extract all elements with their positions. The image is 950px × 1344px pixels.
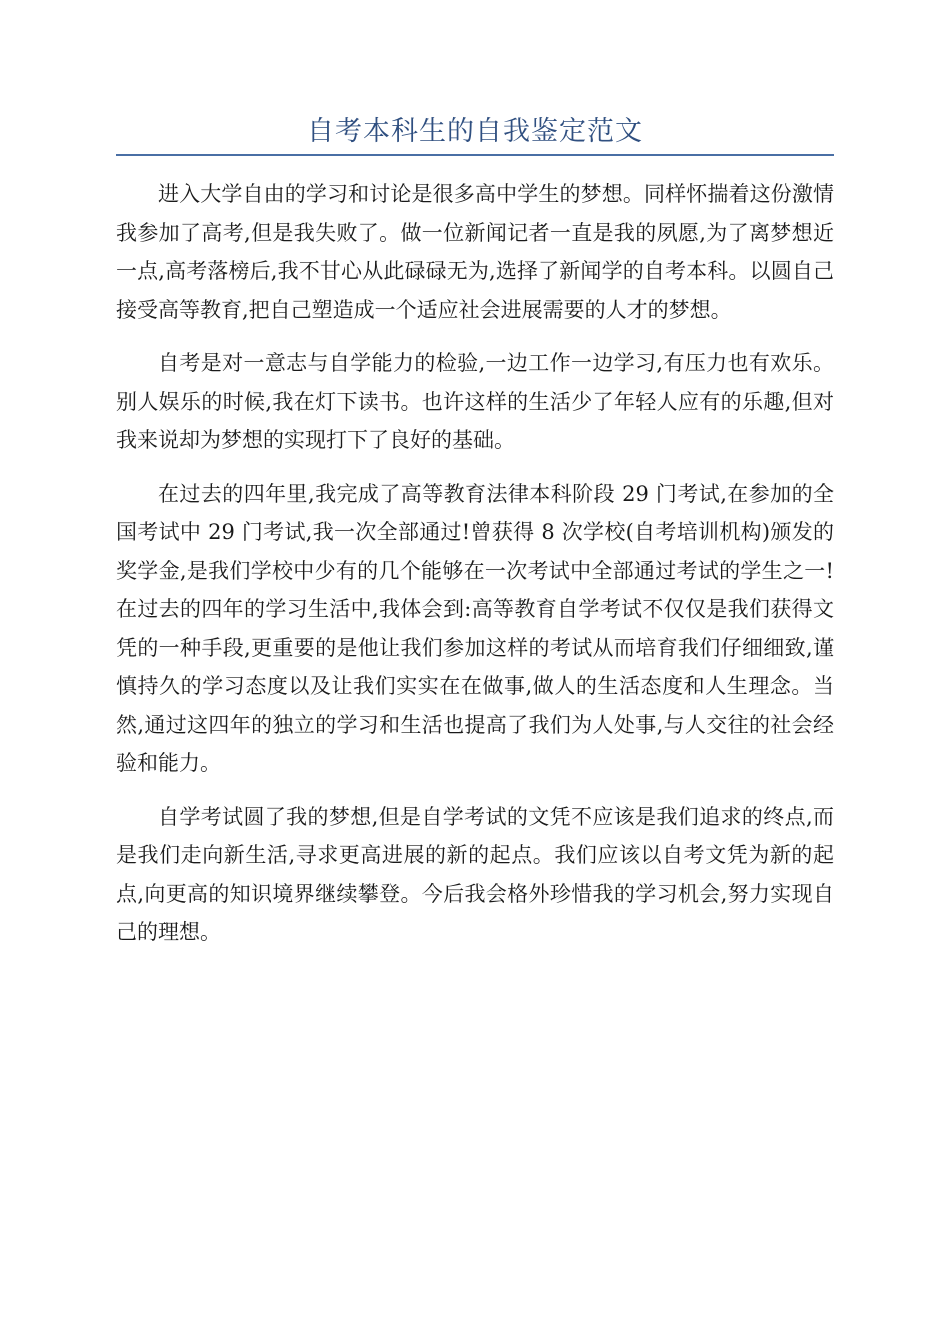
paragraph-3: 在过去的四年里,我完成了高等教育法律本科阶段 29 门考试,在参加的全国考试中 29 门考试,我一次全部通过!曾获得 8 次学校(自考培训机构)颁发的奖学金,是我们学校中少有的几个能够在一次考试中全部通过考试的学生之一!在过去的四年的学习生活中,我体会到:高等教育自学考试不仅仅是我们获得文凭的一种手段,更重要的是他让我们参加这样的考试从而培育我们仔细细致,谨慎持久的学习态度以及让我们实实在在做事,做人的生活态度和人生理念。当然,通过这四年的独立的学习和生活也提高了我们为人处事,与人交往的社会经验和能力。	[116, 481, 834, 775]
paragraph-2: 自考是对一意志与自学能力的检验,一边工作一边学习,有压力也有欢乐。别人娱乐的时候,我在灯下读书。也许这样的生活少了年轻人应有的乐趣,但对我来说却为梦想的实现打下了良好的基础。	[116, 351, 834, 452]
title-underline	[116, 154, 834, 156]
paragraph-4: 自学考试圆了我的梦想,但是自学考试的文凭不应该是我们追求的终点,而是我们走向新生活,寻求更高进展的新的起点。我们应该以自考文凭为新的起点,向更高的知识境界继续攀登。今后我会格外珍惜我的学习机会,努力实现自己的理想。	[116, 804, 834, 944]
paragraph-1: 进入大学自由的学习和讨论是很多高中学生的梦想。同样怀揣着这份激情我参加了高考,但是我失败了。做一位新闻记者一直是我的夙愿,为了离梦想近一点,高考落榜后,我不甘心从此碌碌无为,选择了新闻学的自考本科。以圆自己接受高等教育,把自己塑造成一个适应社会进展需要的人才的梦想。	[116, 182, 834, 322]
document-body	[116, 175, 834, 967]
document-title: 自考本科生的自我鉴定范文	[307, 116, 643, 147]
